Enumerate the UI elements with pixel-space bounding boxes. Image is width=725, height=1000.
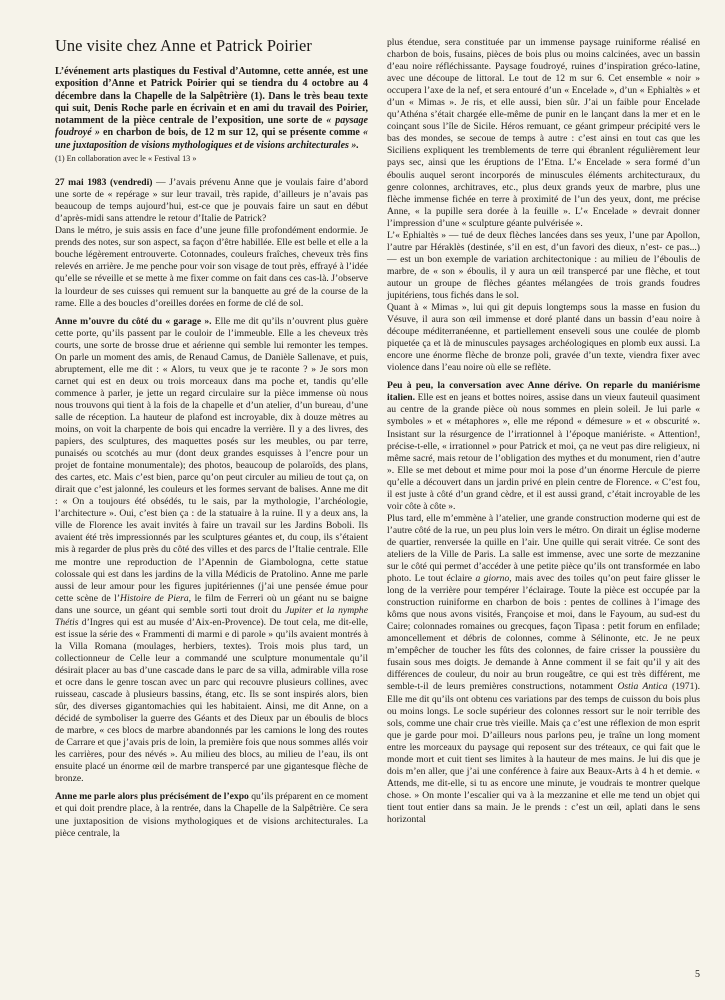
paragraph-text: (1971). Elle me dit qu’ils ont obtenu ces variations par des temps de cuisson du bois plus ou moins longs. Le socle supérieur des colonnes ressort sur le noir terrible des sols, comme une chair crue très vieille. Mais ça c’est une réflexion de mon esprit que je garde pour moi. D’ailleurs nous parlons peu, je traîne un long moment entre les morceaux du paysage qui reposent sur des tréteaux, ce qui fait que le monde mort et cuit tient ses limites à la hauteur de mes mains. Je lui dis que je dois m’en aller, que j’ai une conférence à faire aux Beaux-Arts à 4 h et demie. « Attends, me dit-elle, si tu as encore une minute, je voudrais te montrer quelque chose. » On monte l’escalier qui va à la mezzanine et elle me tend un objet qui tient tout entier dans sa main. Je le prends : c’est un œil, aplati dans le sens horizontal <box>387 681 700 825</box>
paragraph-expo <box>55 791 368 839</box>
paragraph-mimas <box>387 302 700 374</box>
paragraph-text: — J’avais prévenu Anne que je voulais faire d’abord une sorte de « repérage » sur leur travail, très rapide, d’ailleurs je n’avais pas beaucoup de temps aujourd’hui, est-ce que je pouvais faire un saut en début d’après-midi sans attendre le retour d’Italie de Patrick? <box>55 177 368 225</box>
paragraph-diary-entry <box>55 177 368 225</box>
paragraph-heading: Peu à peu, la conversation avec Anne dérive. On reparle du maniérisme italien. <box>387 380 700 404</box>
paragraph-text: Elle est en jeans et bottes noires, assise dans un vieux fauteuil quasiment au centre de la grande pièce où nous sommes en plein soleil. Je lui parle « symboles » et « métaphores », elle me répond « démesure » et « obscurité ». Insistant sur la résurgence de l’irrationnel à l’époque maniériste. « Attention!, précise-t-elle, « irrationnel » pour Patrick et moi, ça ne veut pas dire religieux, ni même sacré, mais retour de l’obligation des mythes et du monument, rien d’autre ». Elle se met debout et mime pour moi la pose d’un énorme Hercule de pierre qu’elle a découvert dans un jardin privé en plein centre de Florence. « C’est fou, il est juste à côté d’un grand cèdre, et il est aussi grand, c’était incroyable de les voir côte à côte ». <box>387 392 700 512</box>
lead-italic-1: « paysage foudroyé » <box>55 115 368 139</box>
article-lead <box>55 66 368 152</box>
film-title: Histoire de Piera <box>120 592 189 604</box>
paragraph-text: Dans le métro, je suis assis en face d’une jeune fille profondément endormie. Je prends des notes, sur son aspect, sa façon d’être habillée. Elle est belle et elle a la bouche légèrement entrouverte. Cotonnades, couleurs fraîches, cheveux très fins relevés en arrière. Je me penche pour voir son visage de tout près, effrayé à l’idée qu’elle se réveille et se mette à me fixer comme on fait dans ces cas-là. J’observe la lourdeur de ses cuisses qui remuent sur la banquette au gré de la course de la rame. Elle a des boucles d’oreilles dorées en forme de clé de sol. <box>55 225 368 309</box>
paragraph-text: Quant à « Mimas », lui qui git depuis longtemps sous la masse en fusion du Vésuve, il aura son œil immense et doré planté dans un bassin d’eau noire à découpe méditerranéenne, et partiellement enseveli sous une coulée de plomb piquetée ça et là de minuscules paysages archéologiques en plomb eux aussi. La encore une énorme flèche de bronze poli, gravée d’un texte, viendra fixer avec violence dans l’eau noire où elle se reflète. <box>387 302 700 374</box>
lead-text-2: en charbon de bois, de 12 m sur 12, qui se présente comme <box>103 127 360 139</box>
italic-term: a giorno <box>475 573 510 585</box>
paragraph-text: , mais avec des toiles qu’on peut faire glisser le long de la verrière pour tempérer l’éclairage. Toute la pièce est occupée par la construction ruiniforme en charbon de bois : pentes de collines à l’image des kôms que nous avons visités, Françoise et moi, dans le Fayoum, au sud-est du Caire; colonnades romaines ou grecques, façon Tipasa : petit forum en enfilade; amoncellement et débris de colonnes, comme à Sélinonte, etc. Je ne peux m’empêcher de toucher les fûts des colonnes, de faire crisser la poussière du fusain sous mes doigts. Je demande à Anne comment il se fait qu’il y ait des différences de couleur, du noir au brun rougeâtre, ce qui est très différent, me semble-t-il de leurs premières constructions, notamment <box>387 573 700 693</box>
paragraph-metro <box>55 225 368 309</box>
paragraph-heading: Anne m’ouvre du côté du « garage ». <box>55 315 212 327</box>
paragraph-ephialtes <box>387 230 700 302</box>
paragraph-text: plus étendue, sera constituée par un immense paysage ruiniforme réalisé en charbon de bois, fusains, pièces de bois plus ou moins calcinées, avec un bassin d’eau noire réfléchissante. Paysage foudroyé, ruines d’inspiration gréco-latine, avec une découpe de littoral. Le tout de 12 m sur 6. Cet ensemble « noir » occupera l’axe de la nef, et sera entouré d’un « Encelade », d’un « Ephialtès » et d’un « Mimas ». Je ris, et elle aussi, bien sûr. J’ai un faible pour Encelade qu’Athéna s’était chargée elle-même de punir en le lançant dans la mer et en le coinçant sous l’île de Sicile. Héros remuant, ce géant grimpeur précipité vers le bas des mondes, se secoue de temps à autre : c’est ainsi en tout cas que les Siciliens expliquent les tremblements de terre qui ébranlent régulièrement leur pays sec, ainsi que les éruptions de l’Etna. L’« Encelade » sera formé d’un éboulis auquel seront incorporés de minuscules éléments architecturaux, du genre colonnes, architraves, etc., plus deux grands yeux de marbre, plus une flèche immense fichée en terre à proximité de l’un des yeux, dont, me précise Anne, « la pupille sera dorée à la feuille ». L’« Encelade » devrait donner l’impression d’une « sculpture géante pulvérisée ». <box>387 37 700 229</box>
page-number: 5 <box>695 969 700 980</box>
footnote: (1) En collaboration avec le « Festival 13 » <box>55 154 197 164</box>
paragraph-text: Plus tard, elle m’emmène à l’atelier, une grande construction moderne qui est de l’autre côté de la rue, un peu plus loin vers le métro. On dirait un église moderne de quartier, renversée la quille en l’air. Une quille qui serait vitrée. Ce sont des ateliers de la Ville de Paris. La salle est immense, avec une sorte de mezzanine sur le côté qui permet d’accéder à une petite pièce qu’ils ont transformée en labo photo. Le tout éclaire <box>387 512 700 585</box>
paragraph-text: d’Ingres qui est au musée d’Aix-en-Provence). De tout cela, me dit-elle, est issue la série des « Frammenti di marmi e di parole » qu’ils avaient montrés à la Villa Romana (moulages, herbiers, textes). Trois mois plus tard, un collectionneur de Celle leur a commandé une sculpture monumentale qu’il désirait placer au bas d’une cascade dans le parc de sa villa, admirable villa rose et ocre dans le genre toscan avec un parc qui recouvre plusieurs collines, avec ruisseau, cascade à plusieurs bassins, étang, etc. Ils se sont inspirés alors, bien sûr, des diverses gigantomachies qui les habitaient. Ainsi, me dit Anne, on a décidé de symboliser la guerre des Géants et des Dieux par un éboulis de blocs de marbre, « ces blocs de marbre abandonnés par les camions le long des routes de Carrare et que j’avais pris de loin, la première fois que nous sommes allés voir les carrières, pour des névés ». Au milieu des blocs, au milieu de l’eau, ils ont ensuite placé un énorme œil de marbre transpercé par une gigantesque flèche de bronze. <box>55 616 368 785</box>
paragraph-text: , le film de Ferreri où un géant nu se baigne dans une source, un géant qui semble sorti tout droit du <box>55 592 368 616</box>
paragraph-text: Elle me dit qu’ils n’ouvrent plus guère cette porte, qu’ils passent par le couloir de l’immeuble. Elle a les cheveux très courts, une sorte de brosse drue et aérienne qui semble lui remonter les tempes. On parle un moment des amis, de Renaud Camus, de Danièle Sallenave, et puis, abruptement, elle me dit : « Alors, tu veux que je te raconte ? » Je sors mon carnet qui est en deux ou trois morceaux dans ma poche et, tandis qu’elle commence à parler, je jette un regard circulaire sur la pièce immense où nous nous trouvons qui tient à la fois de la chapelle et d’un atelier, d’un bureau, d’une salle de réception. La hauteur de plafond est incroyable, dix à douze mètres au moins, on voit la charpente de bois qui encadre la verrière. Il y a des livres, des papiers, des sculptures, des maquettes posés sur les meubles, ou par terre, punaisés ou scotchés au mur (dont deux grandes esquisses à l’encre pour un projet de fontaine monumentale); des photos, beaucoup de polaroïds, des plans, des cartes, etc. Mais c’est bien, parce qu’on peut circuler au milieu de tout ça, on dirait que c’est jalonné, les couleurs et les formes servant de balises. Anne me dit : « On a toujours été obsédés, tu le sais, par la mythologie, l’archéologie, l’architecture ». Oui, c’est bien ça : de la statuaire à la ruine. Il y a deux ans, la ville de Florence les avait invités à faire un travail sur les Jardins Boboli. Ils avaient été très impressionnés par les sculptures géantes et, du coup, ils s’étaient mis à regarder de plus près du côté des villes et des parcs de l’Italie centrale. Elle me montre une reproduction de l’Apennin de Giambologna, cette statue colossale qui est dans les jardins de la villa Médicis de Pratolino. Anne me parle aussi de leur amour pour les figures jupitériennes (j’ai une pensée émue pour cette scène de l’ <box>55 315 368 604</box>
work-title: Ostia Antica <box>617 681 668 693</box>
right-column <box>387 37 700 826</box>
paragraph-heading: Anne me parle alors plus précisément de l’expo <box>55 791 249 803</box>
article-title: Une visite chez Anne et Patrick Poirier <box>55 36 312 55</box>
paragraph-atelier <box>387 513 700 826</box>
paragraph-text: qu’ils préparent en ce moment et qui doit prendre place, à la rentrée, dans la Chapelle de la Salpêtrière. Ce sera une juxtaposition de visions mythologiques et de visions architecturales. La pièce centrale, la <box>55 791 368 839</box>
paragraph-text: L’« Ephialtès » — tué de deux flèches lancées dans ses yeux, l’une par Apollon, l’autre par Héraklès (destinée, s’il en est, d’un favori des dieux, n’est- ce pas...) — est un bon exemple de variation architectonique : au milieu de l’éboulis de marbre, de « son » éboulis, il y aura un œil transpercé par une flèche, et tout autour un groupe de flèches géantes mélangées de trois grands foudres jupitériens, tous fichés dans le sol. <box>387 229 700 301</box>
paragraph-mannerism <box>387 380 700 513</box>
left-column <box>55 36 368 840</box>
paragraph-garage <box>55 316 368 786</box>
lead-text-1: L’événement arts plastiques du Festival d’Automne, cette année, est une exposition d’Anne et Patrick Poirier qui se tiendra du 4 octobre au 4 décembre dans la Chapelle de la Salpêtrière (1). Dans le très beau texte qui suit, Denis Roche parle en écrivain et en ami du travail des Poirier, notamment de la pièce centrale de l’exposition, une sorte de <box>55 66 368 127</box>
painting-title: Jupiter et la nymphe Thétis <box>55 604 368 628</box>
paragraph-heading: 27 mai 1983 (vendredi) <box>55 177 153 189</box>
lead-italic-2: « une juxtaposition de visions mythologiques et de visions architecturales ». <box>55 127 369 151</box>
paragraph-landscape <box>387 37 700 230</box>
